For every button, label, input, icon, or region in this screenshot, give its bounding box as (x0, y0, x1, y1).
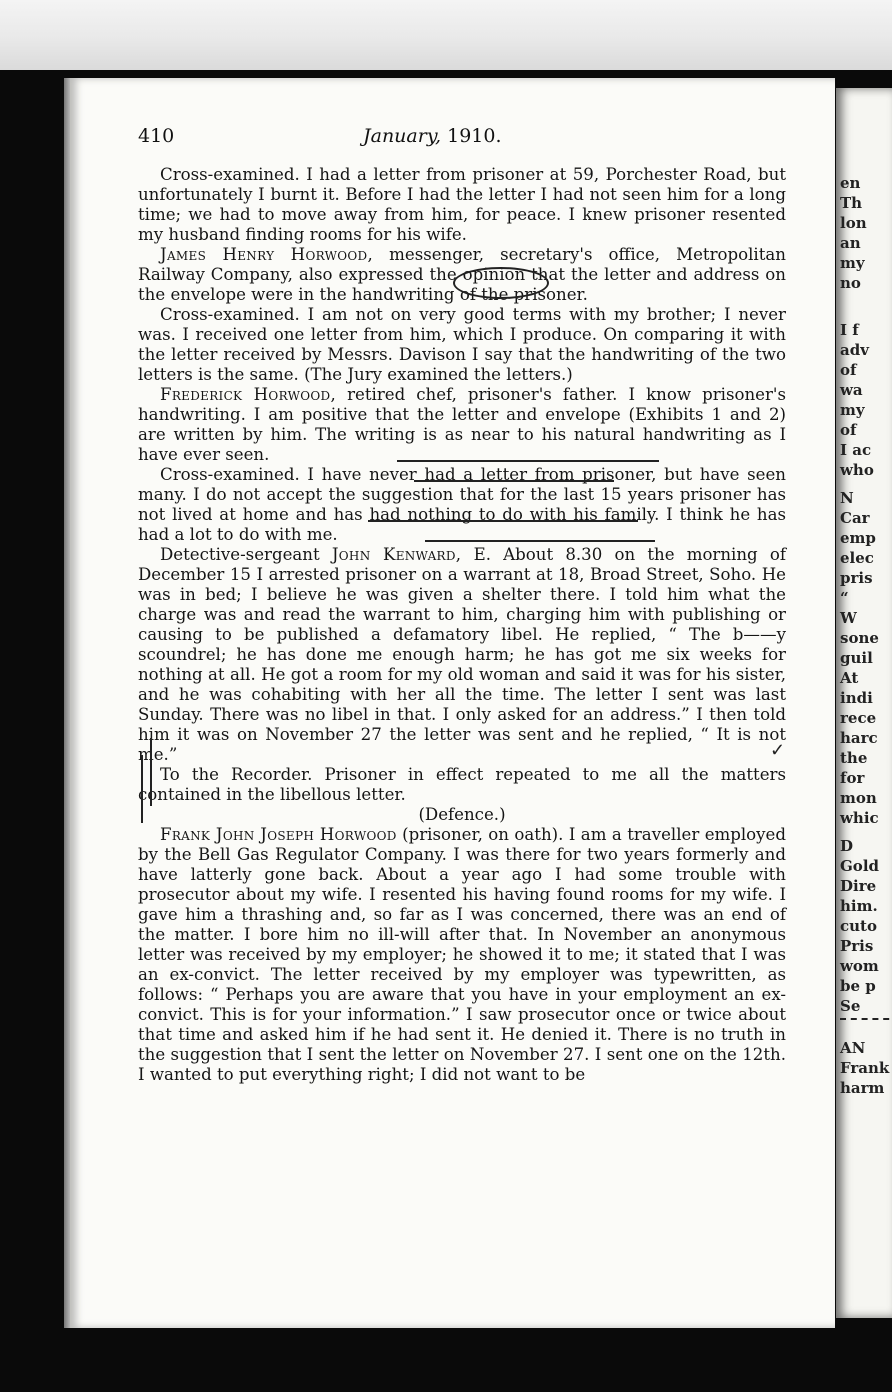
facing-page-text: the (840, 749, 868, 767)
defence-section (138, 825, 786, 1085)
facing-page-text: indi (840, 689, 873, 707)
paragraph-text: (prisoner, on oath). I am a traveller employed by the Bell Gas Regulator Company. I was there for two years formerly and have latterly gone back. About a year ago I had some trouble with prosecutor about my wife. I resented his having found rooms for my wife. I gave him a thrashing and, so far as I was concerned, there was an end of the matter. I bore him no ill-will after that. In November an anonymous letter was received by my employer; he showed it to me; it stated that I was an ex-convict. The letter received by my employer was typewritten, as follows: “ Perhaps you are aware that you have in your employment an ex-convict. This is for your information.” I saw prosecutor once or twice about that time and asked him if he had sent it. He denied it. There is no truth in the suggestion that I sent the letter on November 27. I sent one on the 12th. I wanted to put everything right; I did not want to be (138, 825, 786, 1084)
testimony-section (138, 165, 786, 805)
running-head-month: January, (363, 125, 442, 147)
facing-page-text: for (840, 769, 865, 787)
handwritten-underline (368, 520, 638, 522)
body-text (138, 165, 786, 1085)
paragraph-text: retired chef, prisoner's father. I know prisoner's handwriting. I am positive that the letter and envelope (Exhibits 1 and 2) are written by him. The writing is as near to his natural handwriting as I have ever seen. (138, 385, 786, 464)
facing-page-text: lon (840, 214, 867, 232)
facing-page-text: harc (840, 729, 878, 747)
witness-name: John Kenward, (331, 545, 462, 564)
facing-page-text: cuto (840, 917, 877, 935)
facing-page-text: sone (840, 629, 879, 647)
margin-tick-mark: ✓ (770, 740, 786, 761)
paragraph (138, 545, 786, 765)
witness-name: Frederick Horwood, (160, 385, 337, 404)
facing-page-text: mon (840, 789, 877, 807)
facing-page-text: guil (840, 649, 873, 667)
facing-page-text: whic (840, 809, 879, 827)
paragraph-text: messenger, secretary's office, Metropolitan Railway Company, also expressed the opinion that the letter and address on the envelope were in the handwriting of the prisoner. (138, 245, 786, 304)
paragraph (138, 765, 786, 805)
margin-line-mark (141, 755, 143, 823)
facing-page-text: wom (840, 957, 879, 975)
facing-page-text: Dire (840, 877, 877, 895)
running-head (363, 125, 502, 147)
paragraph-text: Cross-examined. I have never had a letter from prisoner, but have seen many. I do not accept the suggestion that for the last 15 years prisoner has not lived at home and has had nothing to do with his family. I think he has had a lot to do with me. (138, 465, 786, 544)
handwritten-underline (414, 480, 614, 482)
facing-page-text: my (840, 401, 865, 419)
facing-page-text: D (840, 837, 854, 855)
page-header (138, 125, 778, 151)
margin-line-mark (150, 738, 152, 806)
facing-page-text: be p (840, 977, 876, 995)
facing-page-text: of (840, 361, 857, 379)
paragraph (138, 165, 786, 245)
paragraph-text: Cross-examined. I am not on very good terms with my brother; I never was. I received one letter from him, which I produce. On comparing it with the letter received by Messrs. Davison I say that the handwriting of the two letters is the same. (The Jury examined the letters.) (138, 305, 786, 384)
facing-page-text: wa (840, 381, 863, 399)
facing-page-rule (840, 1018, 892, 1020)
handwritten-circle-annotation (453, 267, 549, 299)
facing-page-text: W (840, 609, 857, 627)
facing-page-text: Pris (840, 937, 874, 955)
facing-page-text: harm (840, 1079, 885, 1097)
facing-page-text: en (840, 174, 861, 192)
handwritten-underline (425, 540, 655, 542)
facing-page-text: I ac (840, 441, 872, 459)
facing-page-text: N (840, 489, 854, 507)
paragraph-text: Detective-sergeant (160, 545, 332, 564)
handwritten-underline (397, 460, 659, 462)
facing-page-text: him. (840, 897, 878, 915)
facing-page-fragment (836, 88, 892, 1318)
paragraph-text: E. About 8.30 on the morning of December 15 I arrested prisoner on a warrant at 18, Broad Street, Soho. He was in bed; I believe he was given a shelter there. I told him what the charge was and read the warrant to him, charging him with publishing or causing to be published a defamatory libel. He replied, “ The b——y scoundrel; he has done me enough harm; he has got me six weeks for nothing at all. He got a room for my old woman and said it was for his sister, and he was cohabiting with her all the time. The letter I sent was last Sunday. There was no libel in that. I only asked for an address.” I then told him it was on November 27 the letter was sent and he replied, “ It is not me.” (138, 545, 786, 764)
facing-page-text: pris (840, 569, 873, 587)
paragraph (138, 385, 786, 465)
facing-page-text: Frank (840, 1059, 890, 1077)
page-number: 410 (138, 125, 175, 147)
facing-page-text: Se (840, 997, 861, 1015)
facing-page-text: an (840, 234, 861, 252)
paragraph-text: Cross-examined. I had a letter from prisoner at 59, Porchester Road, but unfortunately I burnt it. Before I had the letter I had not seen him for a long time; we had to move away from him, for peace. I knew prisoner resented my husband finding rooms for his wife. (138, 165, 786, 244)
facing-page-text: my (840, 254, 865, 272)
facing-page-text: elec (840, 549, 874, 567)
facing-page-text: At (840, 669, 859, 687)
facing-page-text: adv (840, 341, 869, 359)
paragraph (138, 825, 786, 1085)
facing-page-text: emp (840, 529, 876, 547)
paragraph (138, 465, 786, 545)
facing-page-text: of (840, 421, 857, 439)
facing-page-text: who (840, 461, 874, 479)
facing-page-text: “ (840, 589, 849, 607)
facing-page-text: I f (840, 321, 859, 339)
facing-page-text: no (840, 274, 861, 292)
facing-page-text: Th (840, 194, 863, 212)
facing-page-text: AN (840, 1039, 866, 1057)
facing-page-text: Gold (840, 857, 880, 875)
witness-name: James Henry Horwood, (160, 245, 374, 264)
paragraph-text: To the Recorder. Prisoner in effect repeated to me all the matters contained in the libellous letter. (138, 765, 786, 804)
witness-name: Frank John Joseph Horwood (160, 825, 397, 844)
section-heading-defence: (Defence.) (418, 805, 506, 824)
paragraph (138, 305, 786, 385)
running-head-year: 1910. (447, 125, 502, 147)
facing-page-text: Car (840, 509, 870, 527)
facing-page-text: rece (840, 709, 877, 727)
